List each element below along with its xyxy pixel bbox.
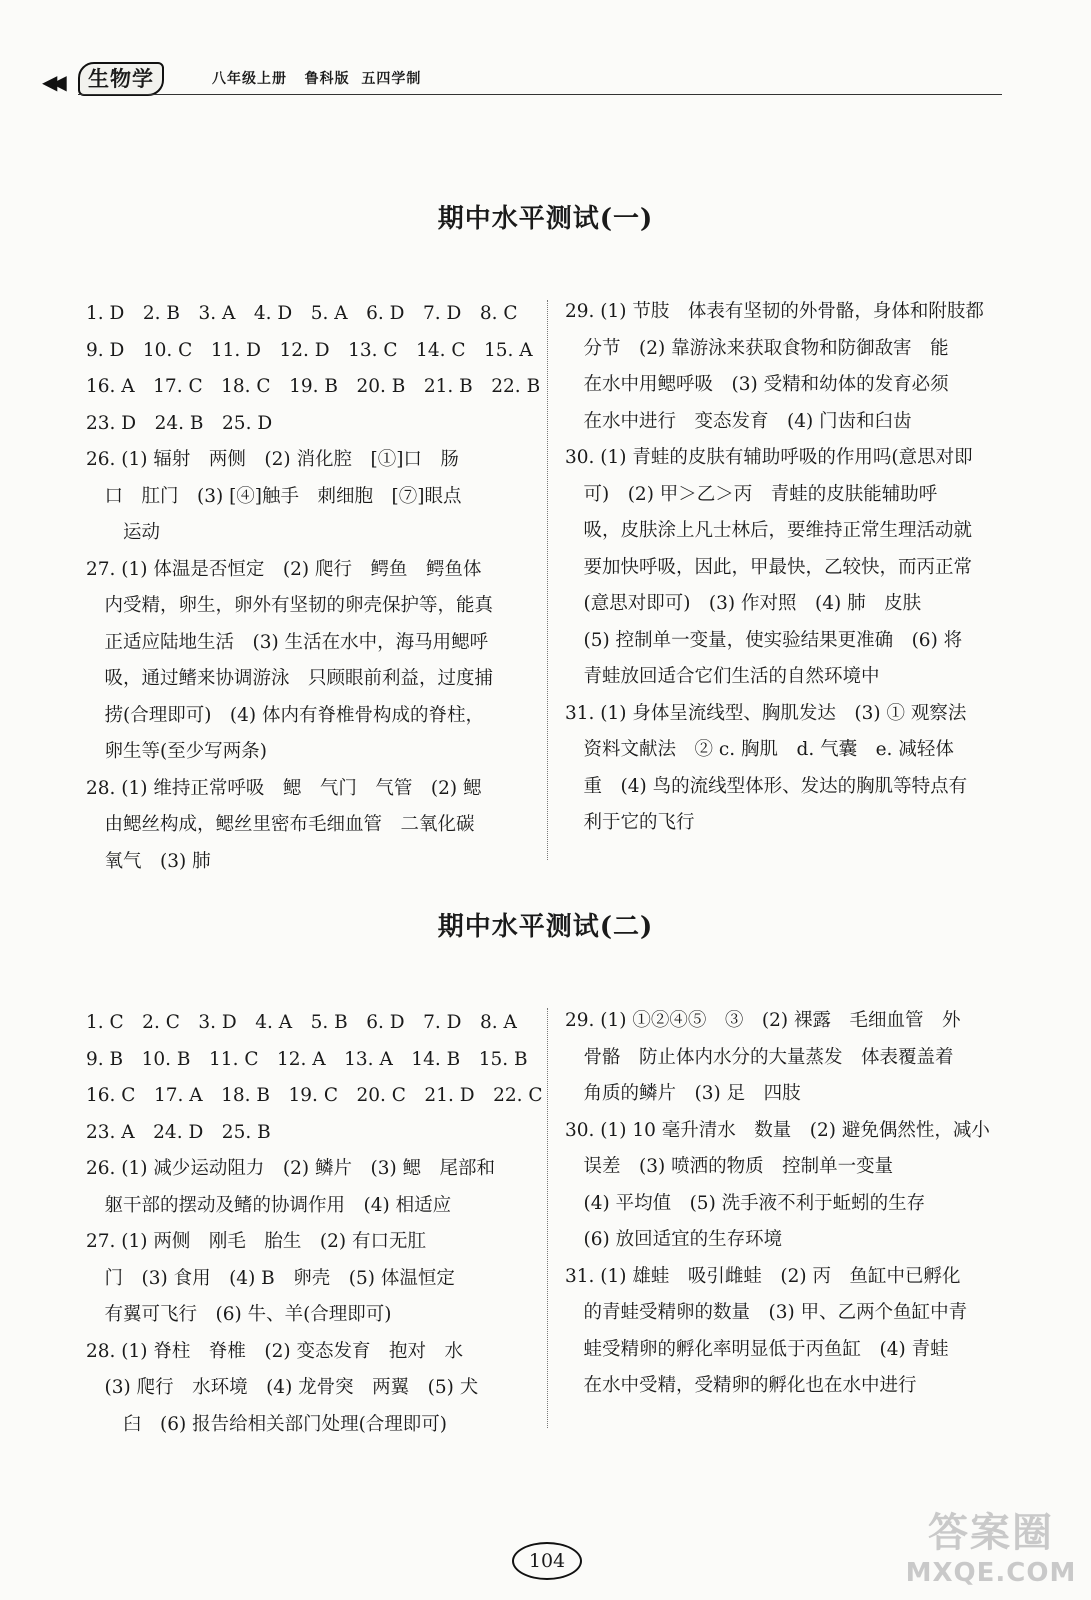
answer-line: 资料文献法 ② c. 胸肌 d. 气囊 e. 减轻体	[565, 739, 954, 760]
answer-line: 正适应陆地生活 (3) 生活在水中，海马用鳃呼	[86, 631, 489, 653]
answer-line: 27. (1) 体温是否恒定 (2) 爬行 鳄鱼 鳄鱼体	[86, 558, 482, 580]
column-divider	[547, 1008, 548, 1428]
double-arrow-icon: ◀◀	[42, 70, 61, 94]
grade-label: 八年级上册	[212, 71, 287, 87]
answer-line: 分节 (2) 靠游泳来获取食物和防御敌害 能	[565, 337, 949, 359]
answer-line: 29. (1) ①②④⑤ ③ (2) 裸露 毛细血管 外	[565, 1010, 961, 1031]
answer-line: (3) 爬行 水环境 (4) 龙骨突 两翼 (5) 犬	[86, 1377, 479, 1398]
answer-line: 30. (1) 青蛙的皮肤有辅助呼吸的作用吗(意思对即	[565, 447, 973, 468]
answer-line: 9. B 10. B 11. C 12. A 13. A 14. B 15. B	[86, 1048, 528, 1070]
book-meta	[212, 68, 421, 88]
answer-line: 运动	[86, 522, 161, 543]
answer-line: 口 肛门 (3) [④]触手 刺细胞 [⑦]眼点	[86, 485, 462, 507]
answer-line: 有翼可飞行 (6) 牛、羊(合理即可)	[86, 1304, 392, 1325]
answer-line: 28. (1) 脊柱 脊椎 (2) 变态发育 抱对 水	[86, 1340, 463, 1362]
watermark-en: MXQE.COM	[905, 1558, 1077, 1588]
answer-line: 31. (1) 身体呈流线型、胸肌发达 (3) ① 观察法	[565, 702, 967, 724]
section-title-1: 期中水平测试(一)	[437, 204, 654, 234]
answer-line: 1. D 2. B 3. A 4. D 5. A 6. D 7. D 8. C	[86, 303, 518, 324]
system-label: 五四学制	[361, 71, 422, 87]
watermark-cn: 答案圈	[928, 1510, 1054, 1556]
answer-line: (意思对即可) (3) 作对照 (4) 肺 皮肤	[565, 593, 922, 614]
column-divider	[547, 300, 548, 860]
answer-line: 吸，通过鳍来协调游泳 只顾眼前利益，过度捕	[86, 668, 494, 689]
watermark-logo	[901, 1508, 1081, 1598]
answer-line: 在水中进行 变态发育 (4) 门齿和臼齿	[565, 410, 912, 432]
section-1-right-column	[565, 294, 1015, 842]
header-rule	[78, 94, 1002, 95]
answer-line: 在水中用鳃呼吸 (3) 受精和幼体的发育必须	[565, 374, 949, 395]
answer-line: 氧气 (3) 肺	[86, 850, 211, 872]
answer-line: 30. (1) 10 毫升清水 数量 (2) 避免偶然性，减小	[565, 1119, 990, 1141]
answer-line: 青蛙放回适合它们生活的自然环境中	[565, 666, 880, 687]
answer-line: 门 (3) 食用 (4) B 卵壳 (5) 体温恒定	[86, 1267, 455, 1289]
subject-badge: 生物学	[78, 62, 164, 96]
section-title-2: 期中水平测试(二)	[437, 912, 654, 942]
answer-line: 蛙受精卵的孵化率明显低于丙鱼缸 (4) 青蛙	[565, 1338, 949, 1360]
section-1-left-column	[86, 296, 541, 880]
answer-line: (4) 平均值 (5) 洗手液不利于蚯蚓的生存	[565, 1192, 926, 1214]
answer-line: 的青蛙受精卵的数量 (3) 甲、乙两个鱼缸中青	[565, 1302, 968, 1323]
page-header	[42, 60, 1002, 100]
answer-line: (5) 控制单一变量，使实验结果更准确 (6) 将	[565, 629, 963, 651]
answer-line: 骨骼 防止体内水分的大量蒸发 体表覆盖着	[565, 1046, 954, 1068]
answer-line: 内受精，卵生，卵外有坚韧的卵壳保护等，能真	[86, 595, 494, 616]
answer-line: 31. (1) 雄蛙 吸引雌蛙 (2) 丙 鱼缸中已孵化	[565, 1265, 961, 1287]
answer-line: 在水中受精，受精卵的孵化也在水中进行	[565, 1375, 917, 1396]
answer-line: 臼 (6) 报告给相关部门处理(合理即可)	[86, 1413, 448, 1435]
answer-line: 16. C 17. A 18. B 19. C 20. C 21. D 22. C	[86, 1085, 543, 1106]
answer-line: 捞(合理即可) (4) 体内有脊椎骨构成的脊柱，	[86, 704, 485, 726]
answer-line: 吸，皮肤涂上凡士林后，要维持正常生理活动就	[565, 520, 973, 541]
answer-line: 利于它的飞行	[565, 812, 695, 833]
answer-line: 26. (1) 减少运动阻力 (2) 鳞片 (3) 鳃 尾部和	[86, 1158, 496, 1179]
answer-line: 要加快呼吸，因此，甲最快，乙较快，而丙正常	[565, 556, 973, 578]
answer-line: 由鳃丝构成，鳃丝里密布毛细血管 二氧化碳	[86, 814, 475, 835]
answer-line: 9. D 10. C 11. D 12. D 13. C 14. C 15. A	[86, 339, 533, 361]
answer-line: 27. (1) 两侧 刚毛 胎生 (2) 有口无肛	[86, 1231, 426, 1252]
answer-line: 16. A 17. C 18. C 19. B 20. B 21. B 22. B	[86, 376, 541, 397]
answer-line: 角质的鳞片 (3) 足 四肢	[565, 1083, 801, 1104]
page-number: 104	[512, 1542, 582, 1580]
answer-line: (6) 放回适宜的生存环境	[565, 1229, 783, 1250]
section-2-right-column	[565, 1003, 1015, 1405]
answer-line: 卵生等(至少写两条)	[86, 741, 267, 762]
answer-line: 29. (1) 节肢 体表有坚韧的外骨骼，身体和附肢都	[565, 301, 984, 322]
answer-line: 28. (1) 维持正常呼吸 鳃 气门 气管 (2) 鳃	[86, 777, 482, 799]
answer-line: 26. (1) 辐射 两侧 (2) 消化腔 [①]口 肠	[86, 449, 459, 470]
answer-line: 23. D 24. B 25. D	[86, 412, 273, 434]
answer-line: 1. C 2. C 3. D 4. A 5. B 6. D 7. D 8. A	[86, 1012, 517, 1033]
answer-line: 误差 (3) 喷洒的物质 控制单一变量	[565, 1156, 894, 1177]
answer-line: 可) (2) 甲＞乙＞丙 青蛙的皮肤能辅助呼	[565, 483, 938, 505]
answer-line: 重 (4) 鸟的流线型体形、发达的胸肌等特点有	[565, 775, 968, 797]
section-2-left-column	[86, 1005, 543, 1443]
answer-line: 23. A 24. D 25. B	[86, 1121, 271, 1143]
edition-label: 鲁科版	[304, 71, 350, 87]
answer-line: 躯干部的摆动及鳍的协调作用 (4) 相适应	[86, 1194, 452, 1216]
